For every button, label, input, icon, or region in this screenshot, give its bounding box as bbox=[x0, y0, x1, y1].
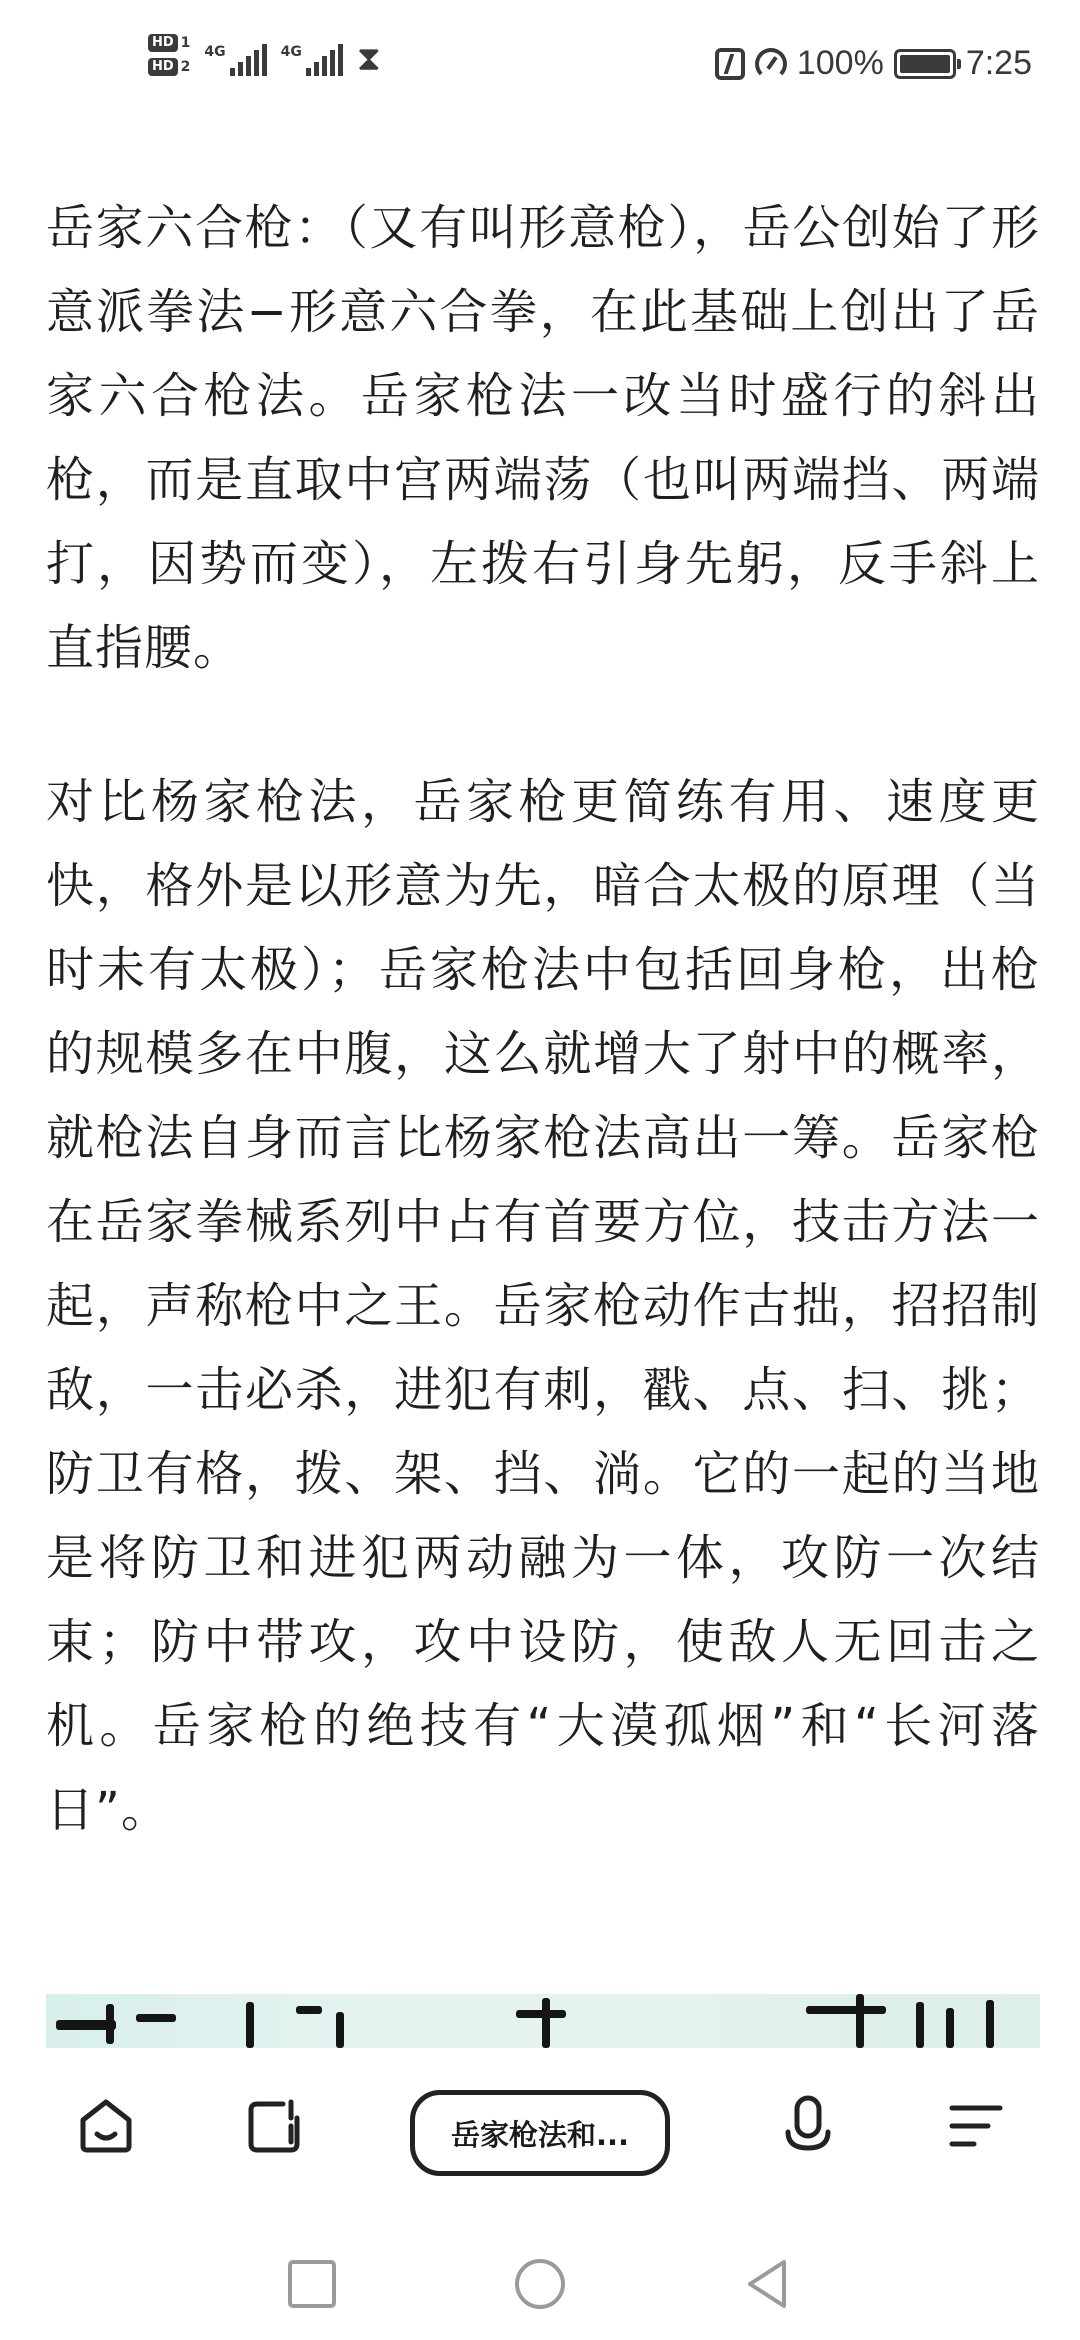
system-home-button[interactable] bbox=[510, 2254, 570, 2314]
microphone-icon bbox=[778, 2094, 838, 2158]
browser-toolbar bbox=[0, 2048, 1080, 2232]
network-type-1: 4G bbox=[204, 44, 226, 60]
menu-icon bbox=[946, 2098, 1006, 2154]
hourglass-icon: ⧗ bbox=[356, 39, 381, 79]
hd-index-1: 1 bbox=[180, 35, 191, 51]
back-button[interactable] bbox=[738, 2254, 798, 2314]
signal-2-icon bbox=[281, 44, 343, 76]
article-image[interactable] bbox=[46, 1994, 1040, 2048]
square-icon bbox=[282, 2254, 342, 2314]
triangle-back-icon bbox=[738, 2254, 798, 2314]
tabs-icon bbox=[243, 2096, 305, 2156]
address-text: 岳家枪法和... bbox=[450, 2117, 630, 2152]
status-left-icons bbox=[148, 34, 381, 79]
article-paragraph: 对比杨家枪法，岳家枪更简练有用、速度更快，格外是以形意为先，暗合太极的原理（当时未有太极）；岳家枪法中包括回身枪，出枪的规模多在中腹，这么就增大了射中的概率，就枪法自身而言比杨家枪法高出一筹。岳家枪在岳家拳械系列中占有首要方位，技击方法一起，声称枪中之王。岳家枪动作古拙，招招制敌，一击必杀，进犯有刺，戳、点、扫、挑；防卫有格，拨、架、挡、淌。它的一起的当地是将防卫和进犯两动融为一体，攻防一次结束；防中带攻，攻中设防，使敌人无回击之机。岳家枪的绝技有“大漠孤烟”和“长河落日”。 bbox=[46, 774, 1040, 1838]
nfc-icon bbox=[715, 48, 745, 80]
status-bar bbox=[0, 0, 1080, 130]
signal-1-icon bbox=[204, 44, 266, 76]
menu-button[interactable] bbox=[936, 2086, 1016, 2166]
recent-apps-button[interactable] bbox=[282, 2254, 342, 2314]
tabs-button[interactable] bbox=[234, 2086, 314, 2166]
hd-index-2: 2 bbox=[180, 59, 191, 75]
hd-label-1: HD bbox=[148, 34, 178, 52]
hd-label-2: HD bbox=[148, 58, 178, 76]
home-icon bbox=[75, 2096, 137, 2156]
circle-icon bbox=[510, 2254, 570, 2314]
battery-percent: 100% bbox=[796, 44, 884, 82]
system-navigation-bar bbox=[0, 2232, 1080, 2340]
home-button[interactable] bbox=[66, 2086, 146, 2166]
status-right-icons bbox=[715, 44, 1032, 83]
voice-search-button[interactable] bbox=[768, 2086, 848, 2166]
article-body bbox=[46, 186, 1040, 1852]
clock: 7:25 bbox=[965, 44, 1032, 82]
address-bar[interactable] bbox=[410, 2090, 670, 2176]
hd-badge-2 bbox=[148, 58, 190, 76]
speed-icon bbox=[755, 48, 787, 80]
battery-icon bbox=[894, 49, 956, 79]
hd-badge-1 bbox=[148, 34, 190, 52]
network-type-2: 4G bbox=[280, 44, 302, 60]
article-paragraph: 岳家六合枪：（又有叫形意枪），岳公创始了形意派拳法−形意六合拳，在此基础上创出了岳家六合枪法。岳家枪法一改当时盛行的斜出枪，而是直取中宫两端荡（也叫两端挡、两端打，因势而变），左拨右引身先躬，反手斜上直指腰。 bbox=[46, 200, 1040, 676]
hd-indicators bbox=[148, 34, 190, 76]
